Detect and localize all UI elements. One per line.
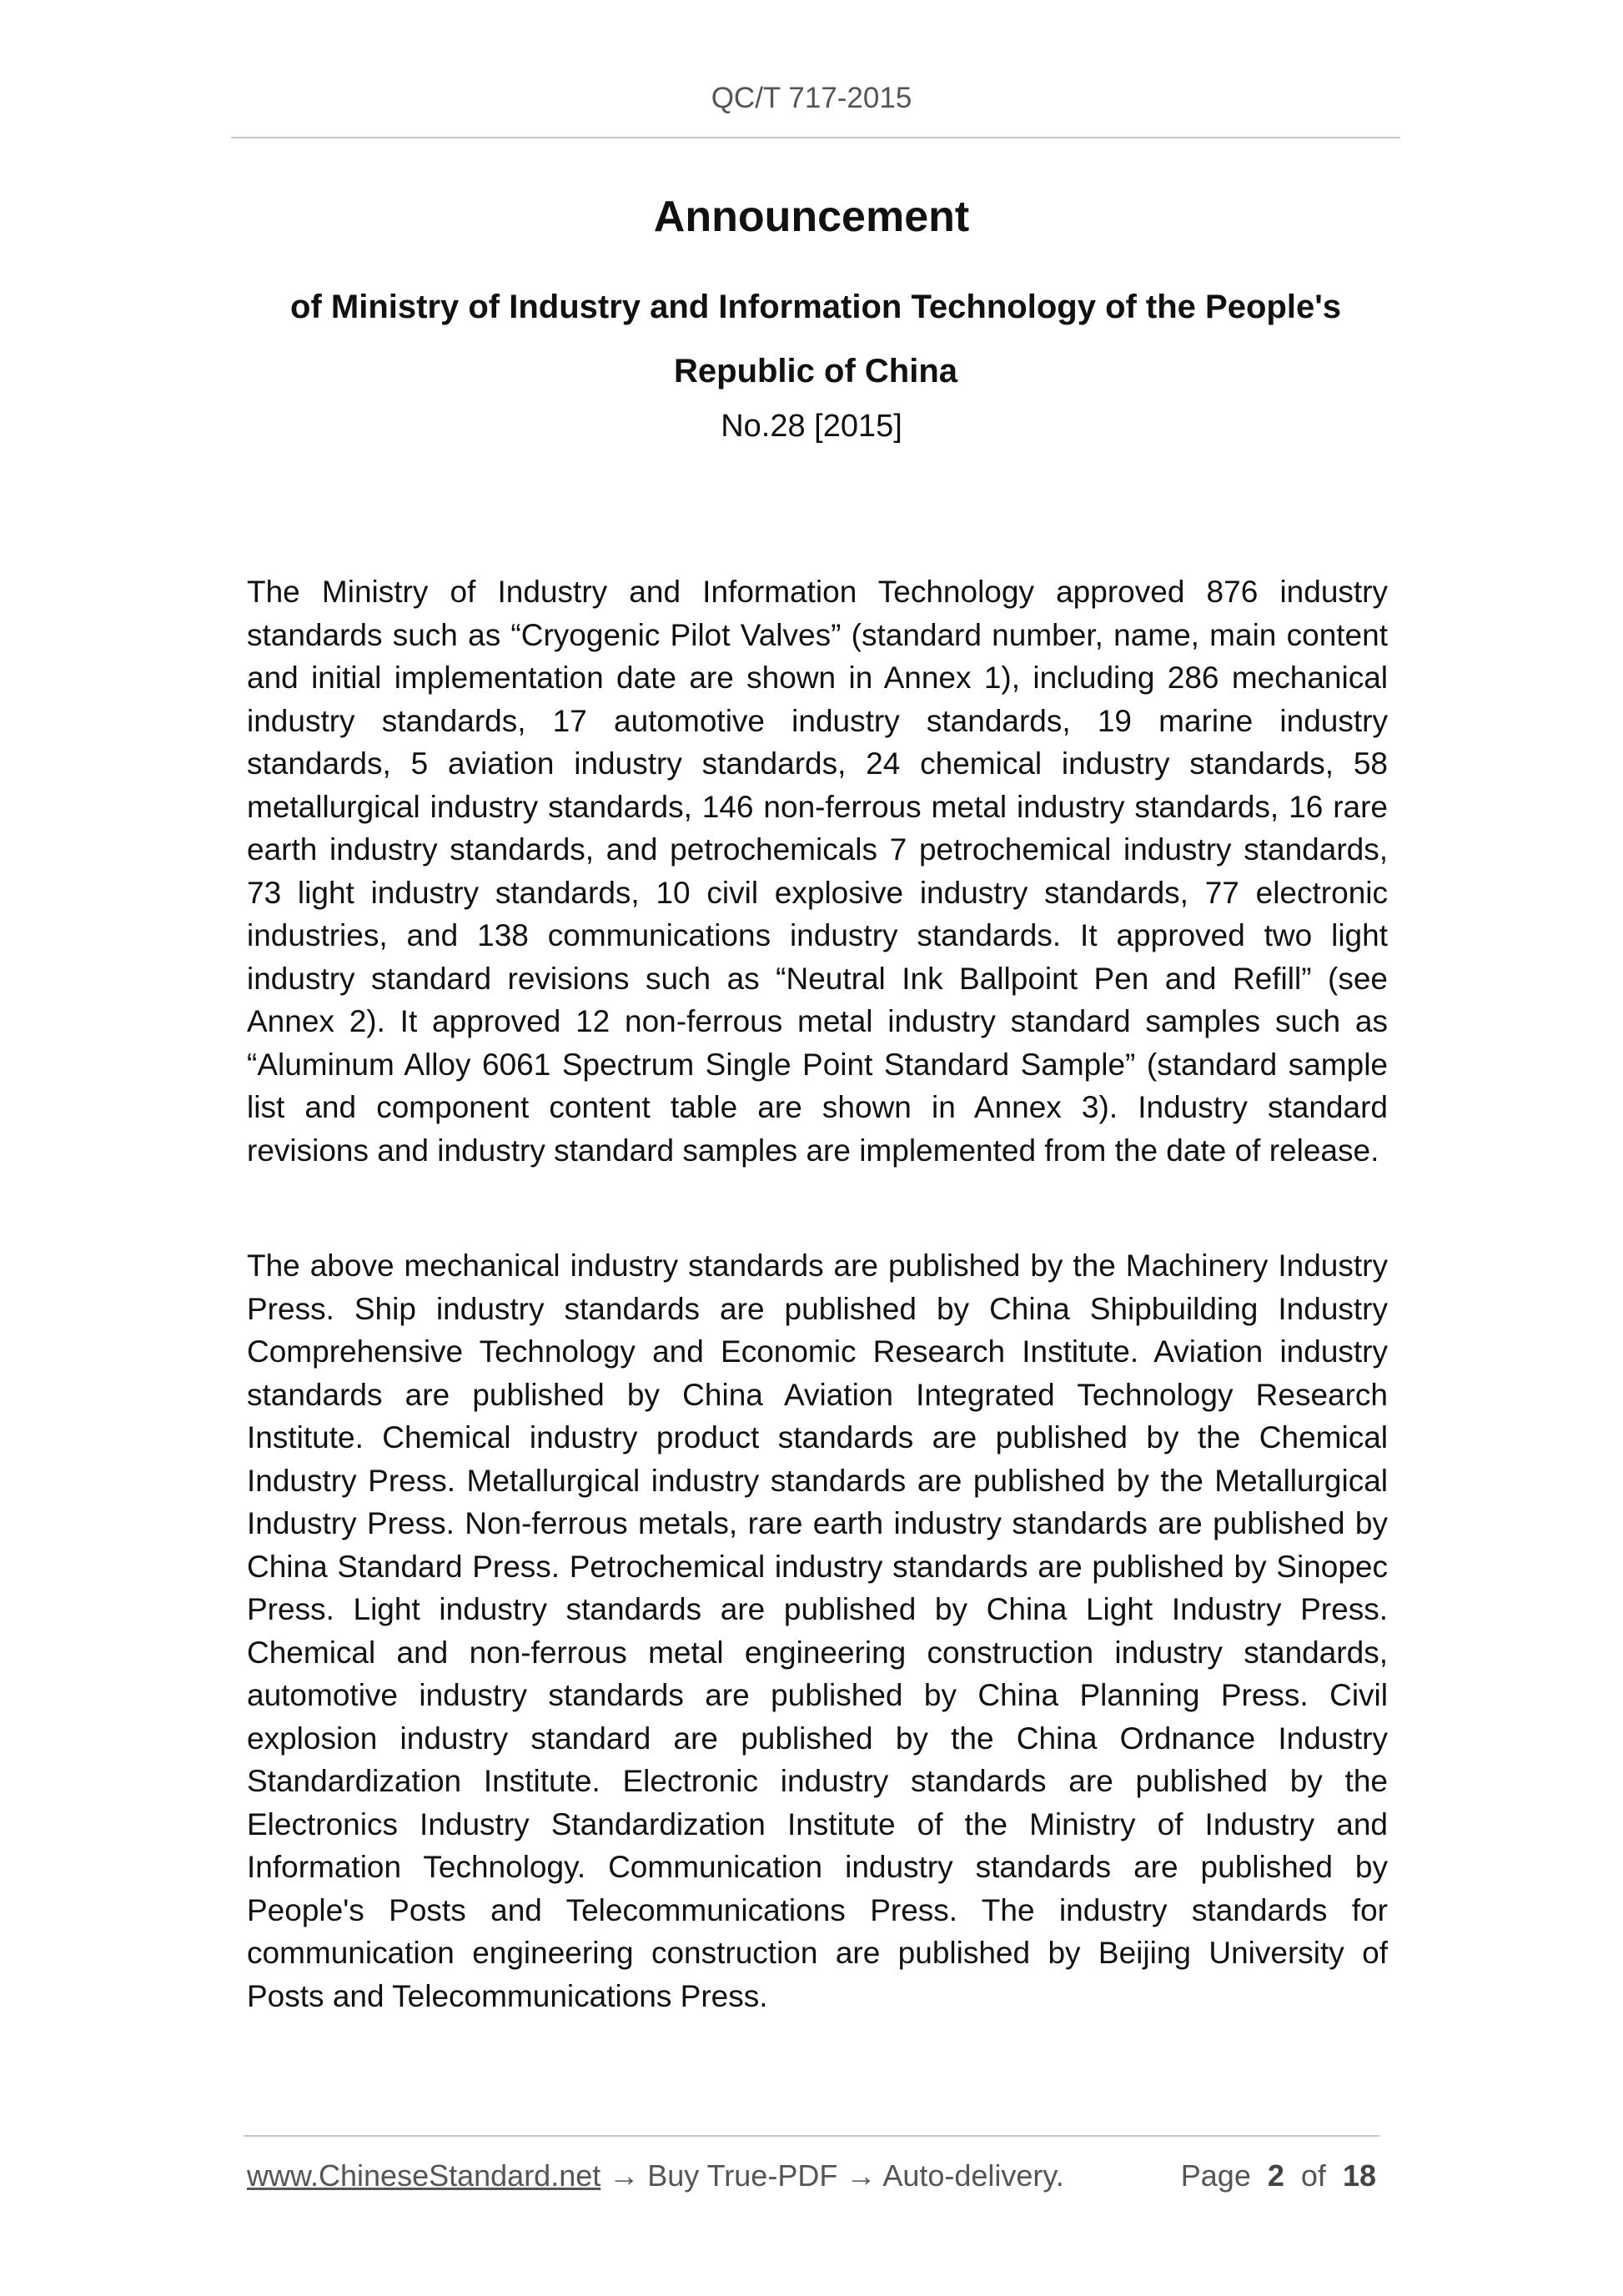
page-total-number: 18: [1342, 2158, 1376, 2193]
page-word: Page: [1180, 2158, 1251, 2193]
announcement-number: No.28 [2015]: [721, 409, 902, 444]
page-indicator: [1181, 2158, 1376, 2193]
page-title: Announcement: [653, 193, 970, 241]
website-link[interactable]: www.ChineseStandard.net: [247, 2158, 601, 2193]
footer-tagline: → Buy True-PDF → Auto-delivery.: [600, 2158, 1064, 2193]
subtitle-line-2: Republic of China: [674, 353, 957, 389]
footer-promo: [247, 2158, 1064, 2193]
footer-divider: [244, 2135, 1379, 2137]
subtitle-line-1: of Ministry of Industry and Information Technology of the People's: [290, 289, 1341, 325]
page-subtitle: [231, 275, 1400, 404]
of-word: of: [1300, 2158, 1326, 2193]
body-paragraph-1: The Ministry of Industry and Information Technology approved 876 industry standards such as “Cryogenic Pilot Valves” (standard number, name, main content and initial implementation date are shown in Annex 1), including 286 mechanical industry standards, 17 automotive industry standards, 19 marine industry standards, 5 aviation industry standards, 24 chemical industry standards, 58 metallurgical industry standards, 146 non-ferrous metal industry standards, 16 rare earth industry standards, and petrochemicals 7 petrochemical industry standards, 73 light industry standards, 10 civil explosive industry standards, 77 electronic industries, and 138 communications industry standards. It approved two light industry standard revisions such as “Neutral Ink Ballpoint Pen and Refill” (see Annex 2). It approved 12 non-ferrous metal industry standard samples such as “Aluminum Alloy 6061 Spectrum Single Point Standard Sample” (standard sample list and component content table are shown in Annex 3). Industry standard revisions and industry standard samples are implemented from the date of release.: [247, 575, 1388, 1168]
header-divider: [231, 137, 1400, 138]
body-paragraph-2: The above mechanical industry standards are published by the Machinery Industry Press. Ship industry standards are published by China Shipbuilding Industry Comprehensive Technology and Economic Research Institute. Aviation industry standards are published by China Aviation Integrated Technology Research Institute. Chemical industry product standards are published by the Chemical Industry Press. Metallurgical industry standards are published by the Metallurgical Industry Press. Non-ferrous metals, rare earth industry standards are published by China Standard Press. Petrochemical industry standards are published by Sinopec Press. Light industry standards are published by China Light Industry Press. Chemical and non-ferrous metal engineering construction industry standards, automotive industry standards are published by China Planning Press. Civil explosion industry standard are published by the China Ordnance Industry Standardization Institute. Electronic industry standards are published by the Electronics Industry Standardization Institute of the Ministry of Industry and Information Technology. Communication industry standards are published by People's Posts and Telecommunications Press. The industry standards for communication engineering construction are published by Beijing University of Posts and Telecommunications Press.: [247, 1248, 1388, 2013]
page-current-number: 2: [1267, 2158, 1284, 2193]
document-code-header: QC/T 717-2015: [711, 82, 912, 114]
